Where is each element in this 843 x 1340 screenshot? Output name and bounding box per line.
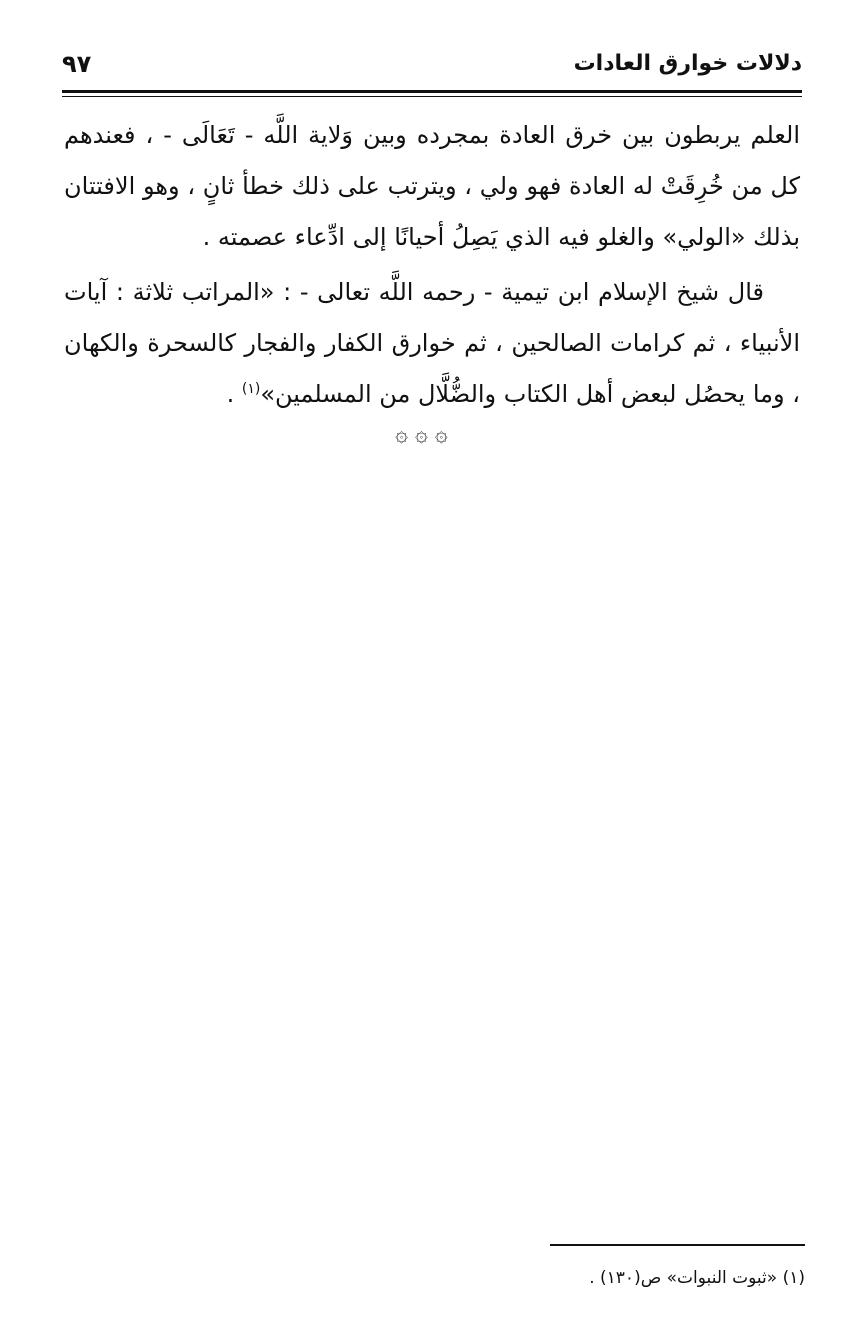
footnote: (١) «ثبوت النبوات» ص(١٣٠) . <box>589 1268 805 1288</box>
paragraph-1-text: العلم يربطون بين خرق العادة بمجرده وبين وَلاية اللَّه - تَعَالَى - ، فعندهم كل من خُرِقَتْ له العادة فهو ولي ، ويترتب على ذلك خطأ ثانٍ ، وهو الافتتان بذلك «الولي» والغلو فيه الذي يَصِلُ أحيانًا إلى ادِّعاء عصمته . <box>64 121 800 251</box>
header-rule-thin <box>62 96 802 97</box>
header-rule-thick <box>62 90 802 93</box>
body-text <box>64 110 800 420</box>
paragraph-2-text: قال شيخ الإسلام ابن تيمية - رحمه اللَّه تعالى - : «المراتب ثلاثة : آيات الأنبياء ، ثم كرامات الصالحين ، ثم خوارق الكفار والفجار كالسحرة والكهان ، وما يحصُل لبعض أهل الكتاب والضُّلَّال من المسلمين» <box>64 278 800 408</box>
running-title: دلالات خوارق العادات <box>573 51 802 76</box>
page-header <box>62 44 802 84</box>
paragraph-2-end: . <box>226 380 242 408</box>
section-separator-ornament: ۞ ۞ ۞ <box>395 422 448 447</box>
paragraph-2 <box>64 267 800 420</box>
paragraph-1 <box>64 110 800 263</box>
footnote-rule <box>550 1244 805 1246</box>
footnote-reference[interactable]: (١) <box>241 381 261 397</box>
page-number: ٩٧ <box>62 50 92 78</box>
